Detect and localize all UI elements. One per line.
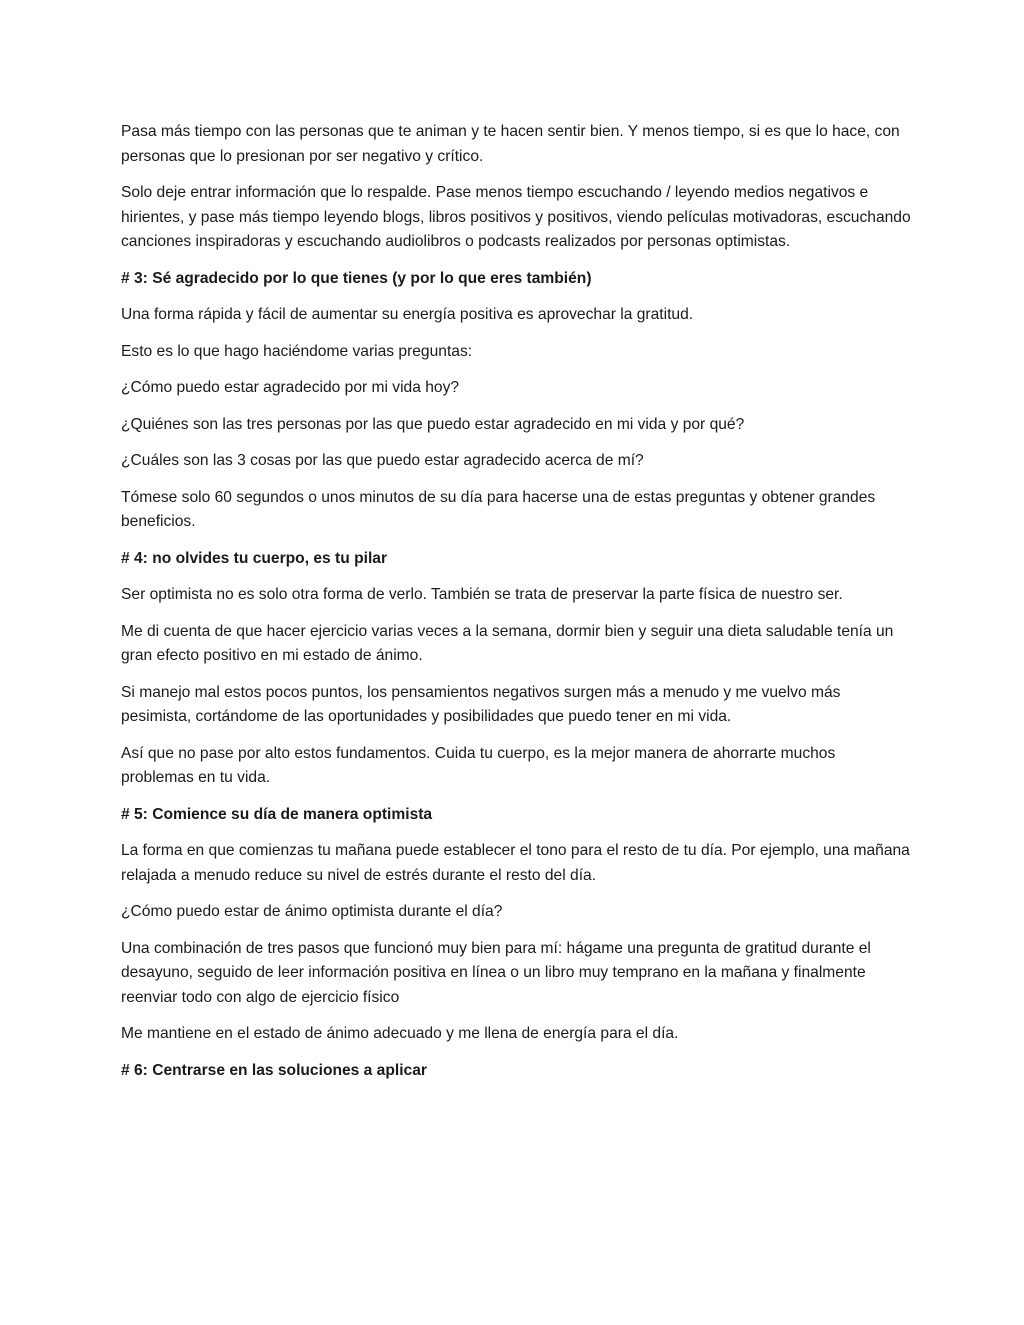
paragraph: Me di cuenta de que hacer ejercicio varias veces a la semana, dormir bien y seguir una dieta saludable tenía un gran efecto positivo en mi estado de ánimo. xyxy=(121,622,894,664)
paragraph: ¿Quiénes son las tres personas por las que puedo estar agradecido en mi vida y por qué? xyxy=(121,415,745,433)
paragraph: Una forma rápida y fácil de aumentar su energía positiva es aprovechar la gratitud. xyxy=(121,306,694,323)
paragraph: Ser optimista no es solo otra forma de verlo. También se trata de preservar la parte física de nuestro ser. xyxy=(121,586,843,603)
paragraph: La forma en que comienzas tu mañana puede establecer el tono para el resto de tu día. Por ejemplo, una mañana relajada a menudo reduce su nivel de estrés durante el resto del día. xyxy=(121,842,910,884)
paragraph: Pasa más tiempo con las personas que te animan y te hacen sentir bien. Y menos tiempo, si es que lo hace, con personas que lo presionan por ser negativo y crítico. xyxy=(121,123,900,165)
paragraph: Esto es lo que hago haciéndome varias preguntas: xyxy=(121,342,473,360)
paragraph: ¿Cómo puedo estar de ánimo optimista durante el día? xyxy=(121,903,503,920)
section-heading: # 3: Sé agradecido por lo que tienes (y por lo que eres también) xyxy=(121,269,592,287)
paragraph: ¿Cómo puedo estar agradecido por mi vida hoy? xyxy=(121,379,460,396)
paragraph: Una combinación de tres pasos que funcionó muy bien para mí: hágame una pregunta de gratitud durante el desayuno, seguido de leer información positiva en línea o un libro muy temprano en la mañana y finalmente reenviar todo con algo de ejercicio físico xyxy=(121,939,871,1006)
document-page xyxy=(121,120,911,1095)
section-heading: # 5: Comience su día de manera optimista xyxy=(121,805,433,823)
paragraph: Tómese solo 60 segundos o unos minutos de su día para hacerse una de estas preguntas y obtener grandes beneficios. xyxy=(121,488,876,530)
paragraph: Me mantiene en el estado de ánimo adecuado y me llena de energía para el día. xyxy=(121,1025,679,1042)
section-heading: # 4: no olvides tu cuerpo, es tu pilar xyxy=(121,549,388,567)
paragraph: Así que no pase por alto estos fundamentos. Cuida tu cuerpo, es la mejor manera de ahorrarte muchos problemas en tu vida. xyxy=(121,744,836,786)
paragraph: Si manejo mal estos pocos puntos, los pensamientos negativos surgen más a menudo y me vuelvo más pesimista, cortándome de las oportunidades y posibilidades que puedo tener en mi vida. xyxy=(121,683,841,725)
paragraph: ¿Cuáles son las 3 cosas por las que puedo estar agradecido acerca de mí? xyxy=(121,452,644,469)
paragraph: Solo deje entrar información que lo respalde. Pase menos tiempo escuchando / leyendo medios negativos e hirientes, y pase más tiempo leyendo blogs, libros positivos y positivos, viendo películas motivadoras, escuchando canciones inspiradoras y escuchando audiolibros o podcasts realizados por personas optimistas. xyxy=(121,184,911,250)
section-heading: # 6: Centrarse en las soluciones a aplicar xyxy=(121,1061,427,1079)
